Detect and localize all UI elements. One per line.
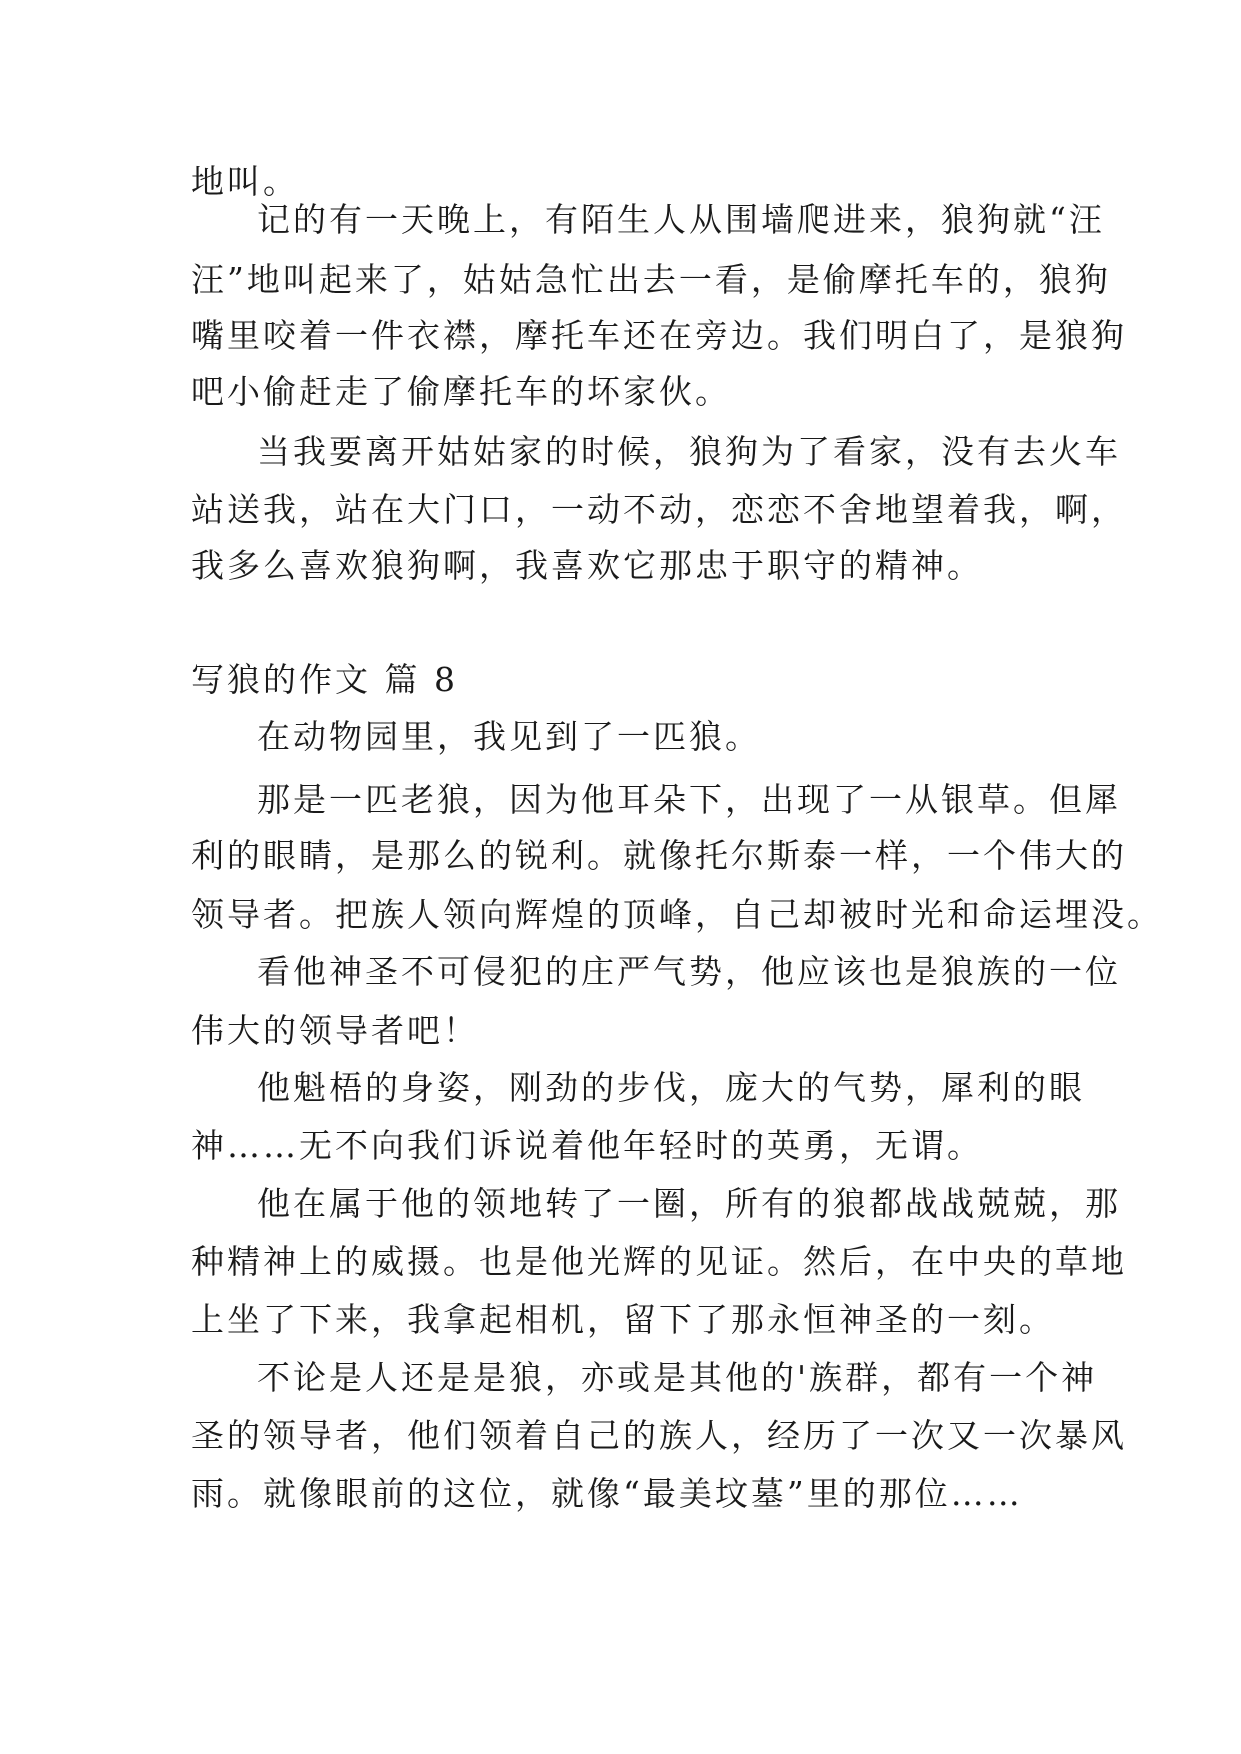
paragraph-line: 记的有一天晚上，有陌生人从围墙爬进来，狼狗就“汪 <box>257 200 1105 239</box>
paragraph-line: 领导者。把族人领向辉煌的顶峰，自己却被时光和命运埋没。 <box>191 895 1163 934</box>
paragraph-line: 神……无不向我们诉说着他年轻时的英勇，无谓。 <box>191 1126 983 1165</box>
paragraph-line: 地叫。 <box>191 162 299 201</box>
paragraph-line: 伟大的领导者吧！ <box>191 1011 479 1050</box>
paragraph-line: 嘴里咬着一件衣襟，摩托车还在旁边。我们明白了，是狼狗 <box>191 316 1127 355</box>
paragraph-line: 当我要离开姑姑家的时候，狼狗为了看家，没有去火车 <box>257 432 1121 471</box>
paragraph-line: 那是一匹老狼，因为他耳朵下，出现了一从银草。但犀 <box>257 780 1121 819</box>
paragraph-line: 吧小偷赶走了偷摩托车的坏家伙。 <box>191 372 731 411</box>
paragraph-line: 种精神上的威摄。也是他光辉的见证。然后，在中央的草地 <box>191 1242 1127 1281</box>
paragraph-line: 他在属于他的领地转了一圈，所有的狼都战战兢兢，那 <box>257 1184 1121 1223</box>
paragraph-line: 圣的领导者，他们领着自己的族人，经历了一次又一次暴风 <box>191 1416 1127 1455</box>
paragraph-line: 汪”地叫起来了，姑姑急忙出去一看，是偷摩托车的，狼狗 <box>191 260 1111 299</box>
paragraph-line: 我多么喜欢狼狗啊，我喜欢它那忠于职守的精神。 <box>191 546 983 585</box>
paragraph-line: 利的眼睛，是那么的锐利。就像托尔斯泰一样，一个伟大的 <box>191 836 1127 875</box>
paragraph-line: 看他神圣不可侵犯的庄严气势，他应该也是狼族的一位 <box>257 952 1121 991</box>
paragraph-line: 他魁梧的身姿，刚劲的步伐，庞大的气势，犀利的眼 <box>257 1068 1085 1107</box>
section-heading: 写狼的作文 篇 8 <box>191 660 458 699</box>
paragraph-line: 站送我，站在大门口，一动不动，恋恋不舍地望着我，啊， <box>191 490 1127 529</box>
paragraph-line: 雨。就像眼前的这位，就像“最美坟墓”里的那位…… <box>191 1474 1023 1513</box>
paragraph-line: 上坐了下来，我拿起相机，留下了那永恒神圣的一刻。 <box>191 1300 1055 1339</box>
paragraph-line: 在动物园里，我见到了一匹狼。 <box>257 717 761 756</box>
paragraph-line: 不论是人还是是狼，亦或是其他的'族群，都有一个神 <box>257 1358 1098 1397</box>
